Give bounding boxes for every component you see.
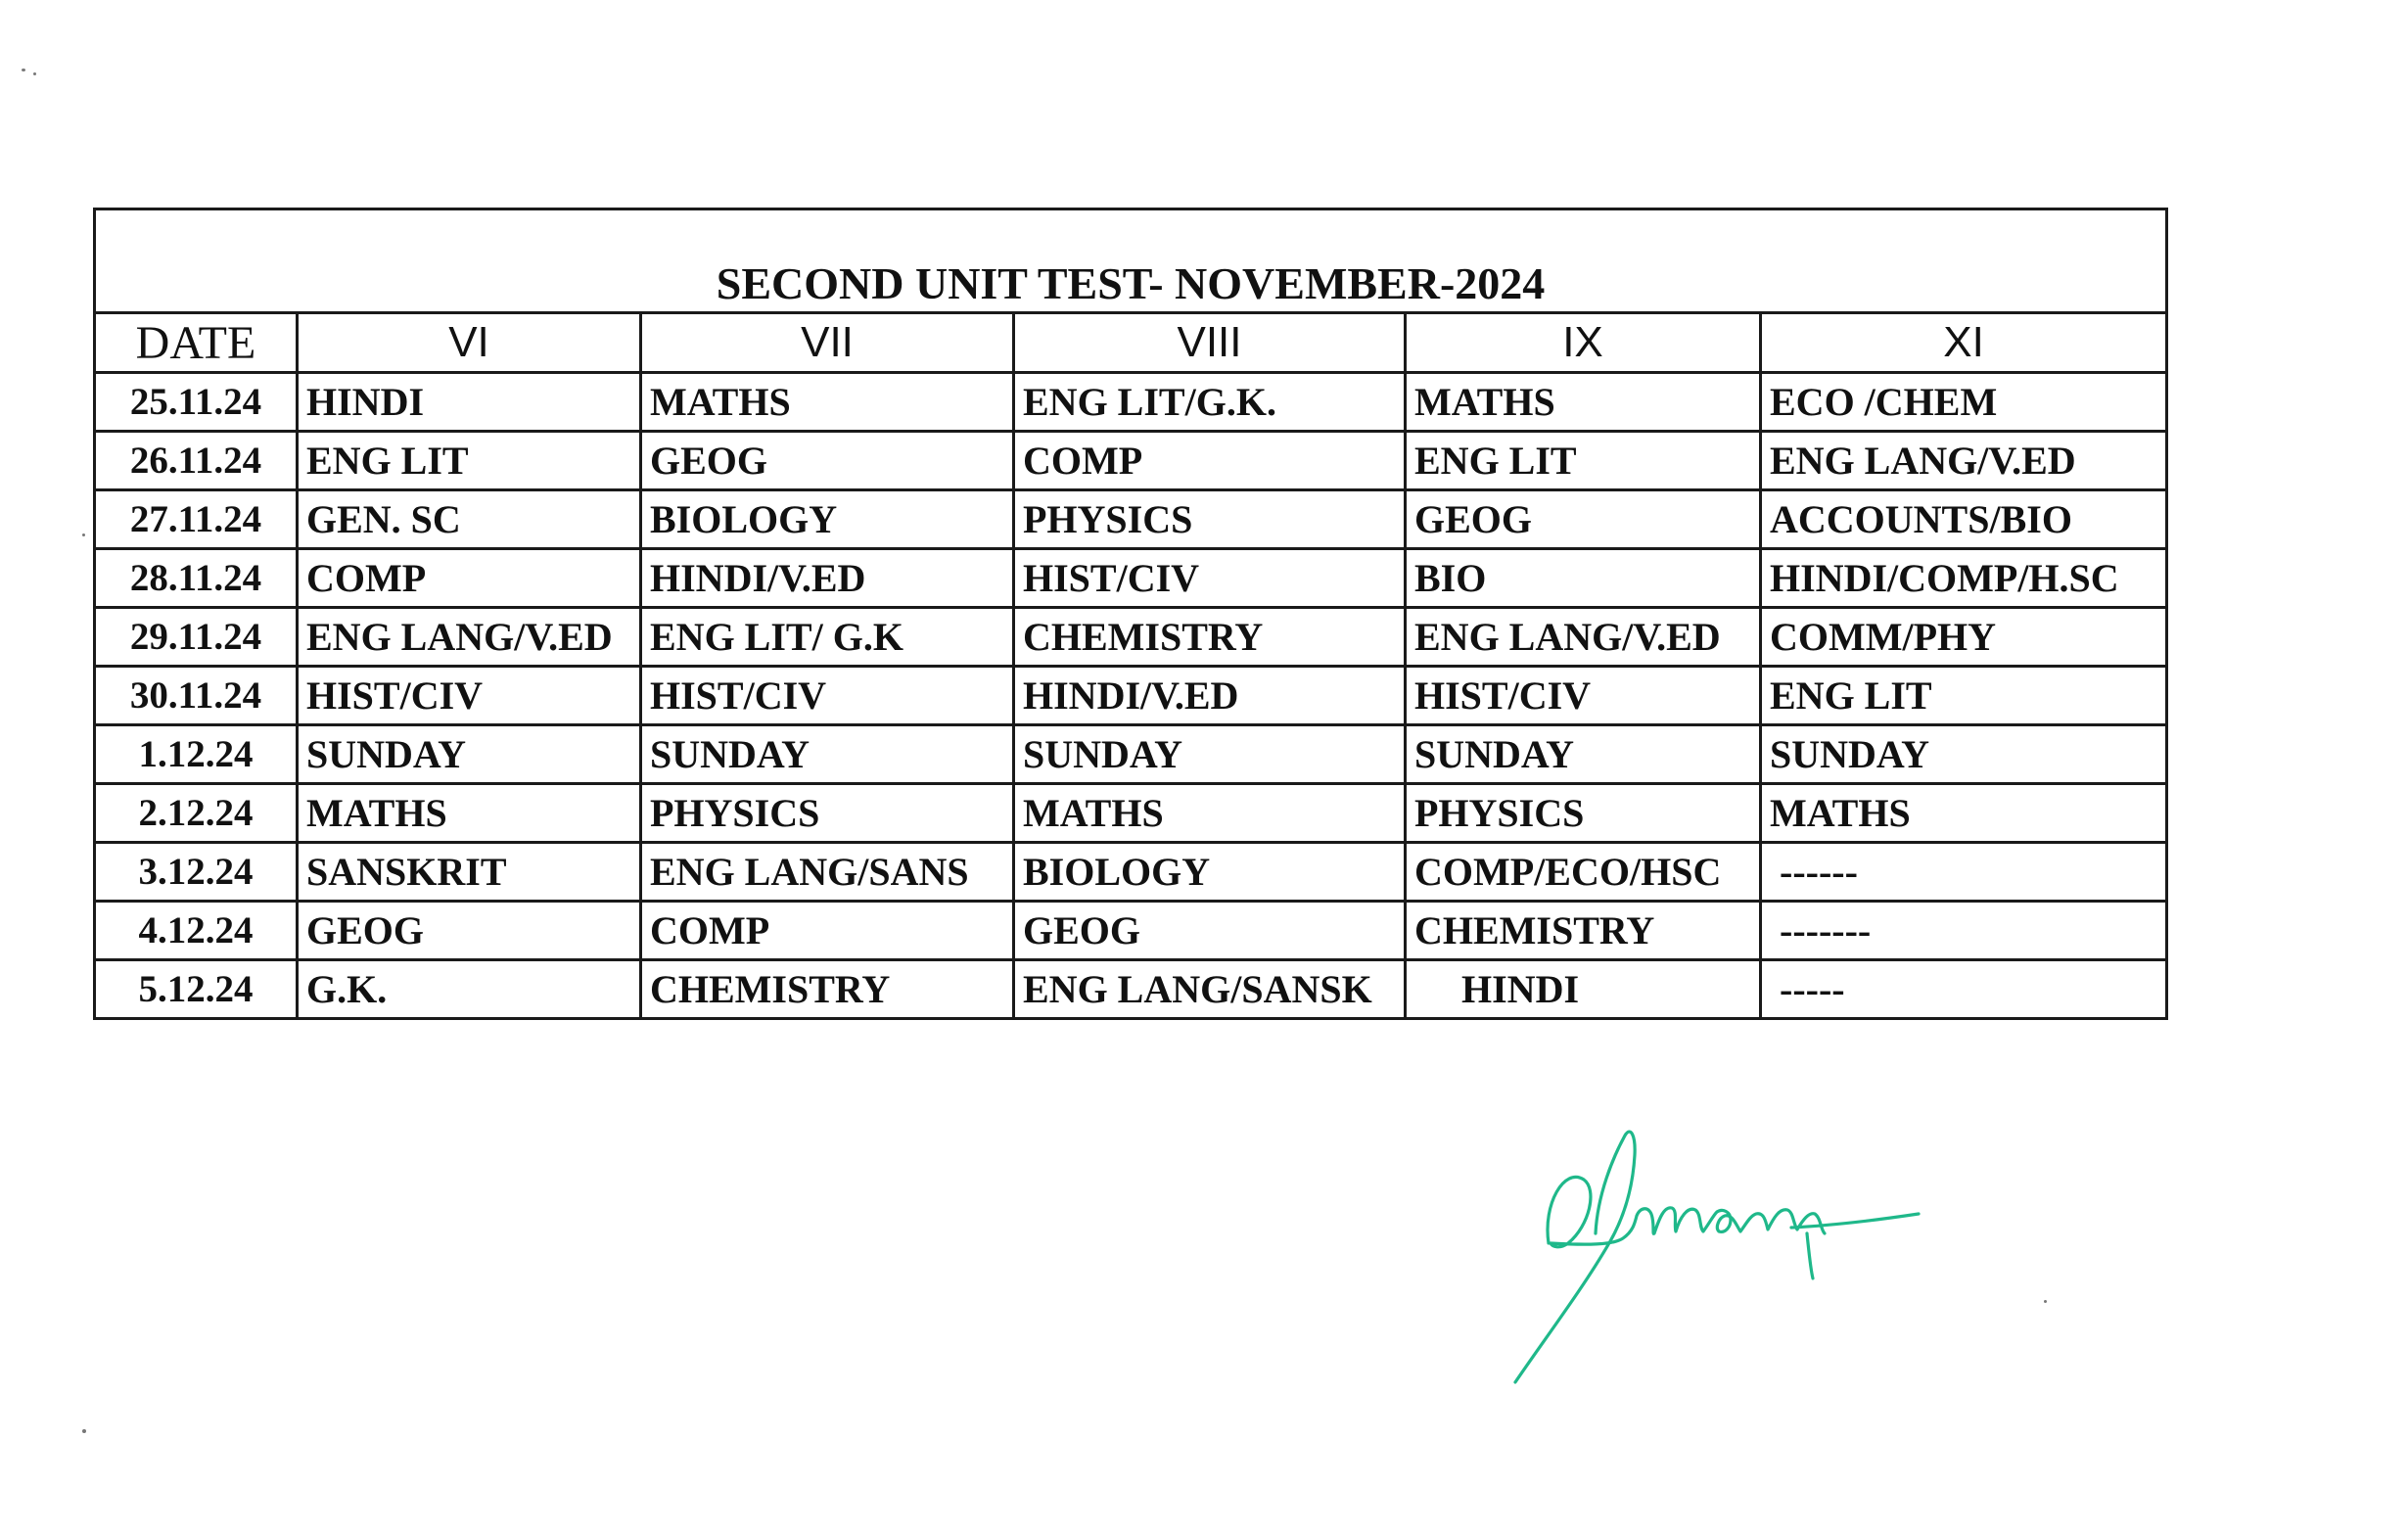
subject-cell: COMP [1014, 432, 1406, 490]
subject-cell: HINDI/V.ED [641, 549, 1014, 608]
subject-cell: ----- [1761, 960, 2167, 1019]
subject-cell: ACCOUNTS/BIO [1761, 490, 2167, 549]
scan-speck [82, 1429, 86, 1433]
date-cell: 27.11.24 [95, 490, 298, 549]
subject-cell: SUNDAY [641, 725, 1014, 784]
subject-cell: ENG LANG/V.ED [1406, 608, 1761, 667]
subject-cell: HINDI [298, 373, 641, 432]
table-row [95, 373, 2167, 432]
subject-cell: HIST/CIV [298, 667, 641, 725]
table-row [95, 725, 2167, 784]
subject-cell: BIOLOGY [1014, 843, 1406, 902]
date-cell: 3.12.24 [95, 843, 298, 902]
column-header-class-xi: XI [1761, 313, 2167, 373]
subject-cell: HIST/CIV [1406, 667, 1761, 725]
table-row [95, 549, 2167, 608]
date-cell: 4.12.24 [95, 902, 298, 960]
subject-cell: PHYSICS [641, 784, 1014, 843]
header-row [95, 313, 2167, 373]
date-cell: 29.11.24 [95, 608, 298, 667]
date-cell: 28.11.24 [95, 549, 298, 608]
subject-cell: ENG LANG/V.ED [1761, 432, 2167, 490]
scan-speck [82, 534, 85, 536]
subject-cell: ENG LIT/G.K. [1014, 373, 1406, 432]
subject-cell: COMM/PHY [1761, 608, 2167, 667]
subject-cell: GEN. SC [298, 490, 641, 549]
subject-cell: SUNDAY [298, 725, 641, 784]
subject-cell: ECO /CHEM [1761, 373, 2167, 432]
scan-speck [33, 72, 36, 75]
subject-cell: HIST/CIV [1014, 549, 1406, 608]
table-row [95, 902, 2167, 960]
scan-speck [22, 69, 25, 71]
date-cell: 1.12.24 [95, 725, 298, 784]
subject-cell: HIST/CIV [641, 667, 1014, 725]
date-cell: 5.12.24 [95, 960, 298, 1019]
subject-cell: ENG LANG/V.ED [298, 608, 641, 667]
subject-cell: ENG LIT [1761, 667, 2167, 725]
signature-stroke [1515, 1132, 1919, 1382]
table-row [95, 608, 2167, 667]
subject-cell: HINDI/COMP/H.SC [1761, 549, 2167, 608]
signature [1507, 1096, 2036, 1390]
column-header-class-viii: VIII [1014, 313, 1406, 373]
subject-cell: COMP [298, 549, 641, 608]
date-cell: 26.11.24 [95, 432, 298, 490]
subject-cell: MATHS [1014, 784, 1406, 843]
subject-cell: ENG LIT [1406, 432, 1761, 490]
subject-cell: CHEMISTRY [1406, 902, 1761, 960]
subject-cell: COMP/ECO/HSC [1406, 843, 1761, 902]
subject-cell: ENG LANG/SANSK [1014, 960, 1406, 1019]
subject-cell: BIO [1406, 549, 1761, 608]
subject-cell: PHYSICS [1406, 784, 1761, 843]
scan-speck [2044, 1300, 2047, 1303]
subject-cell: GEOG [641, 432, 1014, 490]
subject-cell: MATHS [641, 373, 1014, 432]
subject-cell: HINDI [1406, 960, 1761, 1019]
subject-cell: CHEMISTRY [641, 960, 1014, 1019]
table-row [95, 490, 2167, 549]
table-row [95, 432, 2167, 490]
subject-cell: G.K. [298, 960, 641, 1019]
subject-cell: SANSKRIT [298, 843, 641, 902]
subject-cell: ------ [1761, 843, 2167, 902]
subject-cell: ------- [1761, 902, 2167, 960]
column-header-class-ix: IX [1406, 313, 1761, 373]
subject-cell: COMP [641, 902, 1014, 960]
date-cell: 2.12.24 [95, 784, 298, 843]
date-cell: 30.11.24 [95, 667, 298, 725]
subject-cell: SUNDAY [1761, 725, 2167, 784]
column-header-class-vi: VI [298, 313, 641, 373]
subject-cell: GEOG [1014, 902, 1406, 960]
subject-cell: HINDI/V.ED [1014, 667, 1406, 725]
table-row [95, 667, 2167, 725]
table-row [95, 843, 2167, 902]
table-row [95, 960, 2167, 1019]
title-row [95, 209, 2167, 313]
subject-cell: CHEMISTRY [1014, 608, 1406, 667]
subject-cell: PHYSICS [1014, 490, 1406, 549]
subject-cell: GEOG [298, 902, 641, 960]
date-cell: 25.11.24 [95, 373, 298, 432]
subject-cell: ENG LANG/SANS [641, 843, 1014, 902]
subject-cell: MATHS [1406, 373, 1761, 432]
subject-cell: SUNDAY [1014, 725, 1406, 784]
exam-timetable [93, 208, 2168, 1020]
subject-cell: MATHS [298, 784, 641, 843]
timetable-body [95, 373, 2167, 1019]
timetable-title: SECOND UNIT TEST- NOVEMBER-2024 [95, 209, 2167, 313]
column-header-class-vii: VII [641, 313, 1014, 373]
subject-cell: ENG LIT/ G.K [641, 608, 1014, 667]
table-row [95, 784, 2167, 843]
column-header-date: DATE [95, 313, 298, 373]
subject-cell: GEOG [1406, 490, 1761, 549]
subject-cell: SUNDAY [1406, 725, 1761, 784]
subject-cell: ENG LIT [298, 432, 641, 490]
subject-cell: BIOLOGY [641, 490, 1014, 549]
subject-cell: MATHS [1761, 784, 2167, 843]
